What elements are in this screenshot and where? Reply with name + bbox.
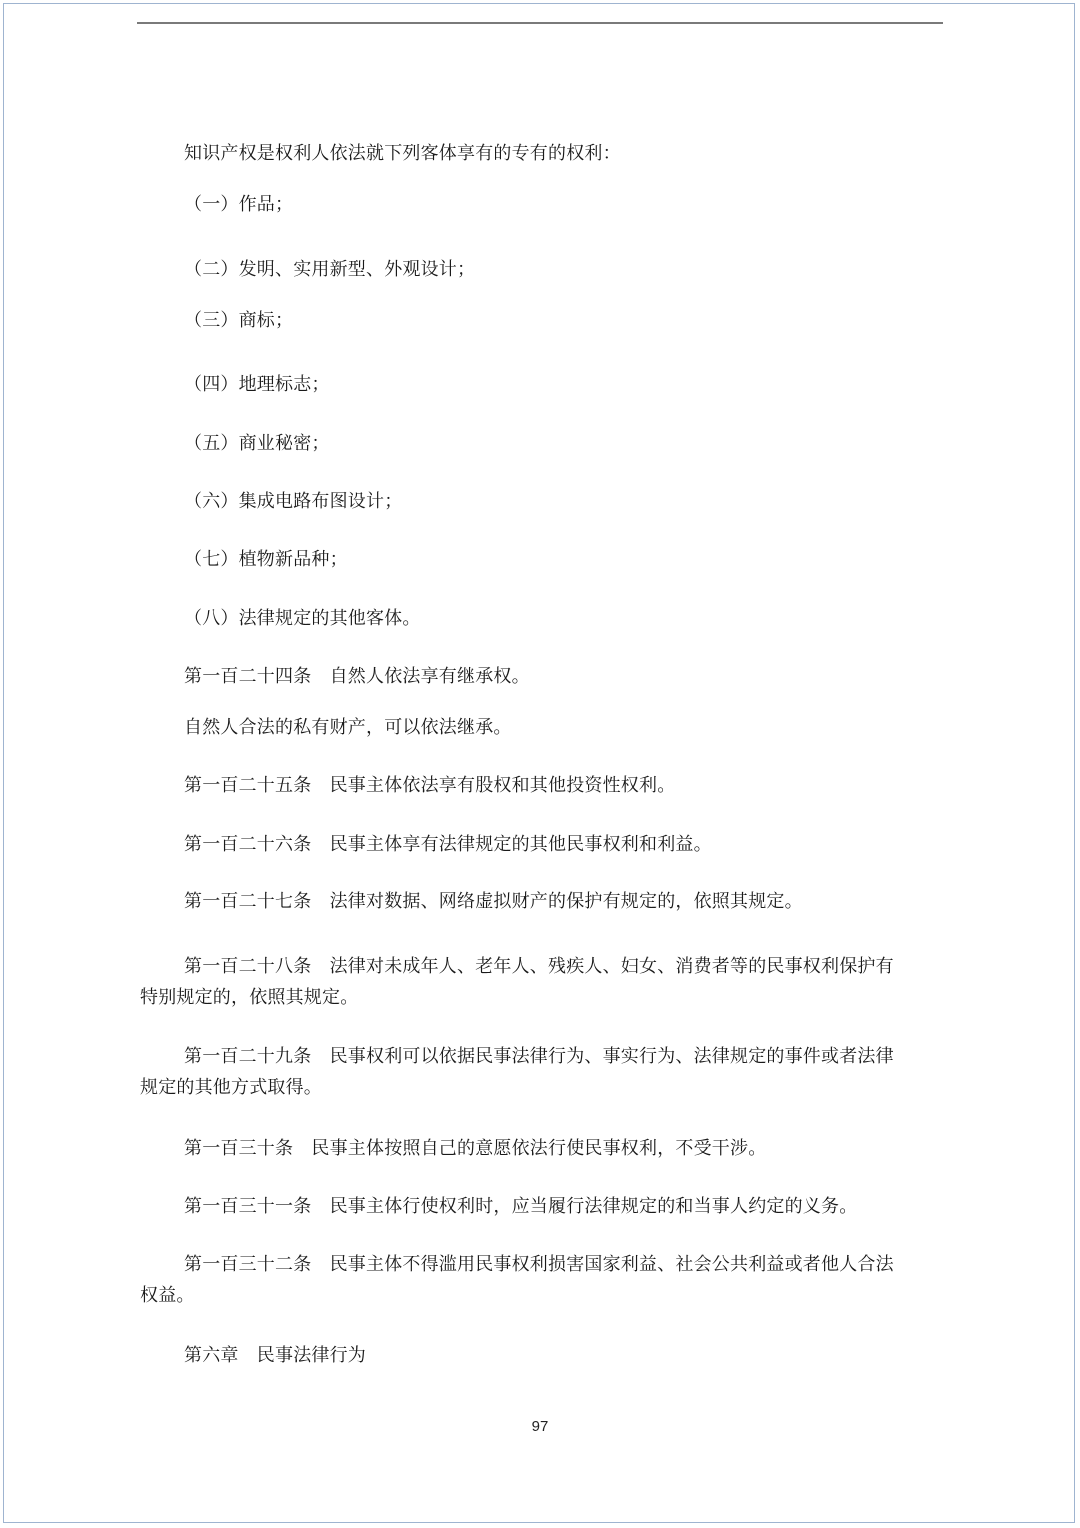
article-124: 第一百二十四条 自然人依法享有继承权。 bbox=[184, 666, 530, 687]
list-item: （四）地理标志； bbox=[184, 374, 330, 395]
list-item: （五）商业秘密； bbox=[184, 433, 330, 454]
intro-text: 知识产权是权利人依法就下列客体享有的专有的权利： bbox=[184, 143, 621, 164]
list-item: （七）植物新品种； bbox=[184, 549, 348, 570]
article-129-line-1: 第一百二十九条 民事权利可以依据民事法律行为、事实行为、法律规定的事件或者法律 bbox=[184, 1046, 894, 1067]
article-132-line-1: 第一百三十二条 民事主体不得滥用民事权利损害国家利益、社会公共利益或者他人合法 bbox=[184, 1254, 894, 1275]
article-128-line-2: 特别规定的，依照其规定。 bbox=[140, 987, 359, 1008]
article-129-line-2: 规定的其他方式取得。 bbox=[140, 1077, 322, 1098]
article-132-line-2: 权益。 bbox=[140, 1285, 195, 1306]
list-item: （八）法律规定的其他客体。 bbox=[184, 608, 421, 629]
list-item: （六）集成电路布图设计； bbox=[184, 491, 403, 512]
article-126: 第一百二十六条 民事主体享有法律规定的其他民事权利和利益。 bbox=[184, 834, 712, 855]
article-127: 第一百二十七条 法律对数据、网络虚拟财产的保护有规定的，依照其规定。 bbox=[184, 891, 803, 912]
page-number: 97 bbox=[531, 1418, 549, 1435]
article-128-line-1: 第一百二十八条 法律对未成年人、老年人、残疾人、妇女、消费者等的民事权利保护有 bbox=[184, 956, 894, 977]
list-item: （二）发明、实用新型、外观设计； bbox=[184, 259, 476, 280]
article-130: 第一百三十条 民事主体按照自己的意愿依法行使民事权利，不受干涉。 bbox=[184, 1138, 767, 1159]
article-125: 第一百二十五条 民事主体依法享有股权和其他投资性权利。 bbox=[184, 775, 676, 796]
list-item: （一）作品； bbox=[184, 194, 294, 215]
article-124-paragraph-2: 自然人合法的私有财产，可以依法继承。 bbox=[184, 717, 512, 738]
header-rule bbox=[137, 22, 943, 24]
list-item: （三）商标； bbox=[184, 310, 294, 331]
chapter-heading: 第六章 民事法律行为 bbox=[184, 1345, 366, 1366]
article-131: 第一百三十一条 民事主体行使权利时，应当履行法律规定的和当事人约定的义务。 bbox=[184, 1196, 858, 1217]
